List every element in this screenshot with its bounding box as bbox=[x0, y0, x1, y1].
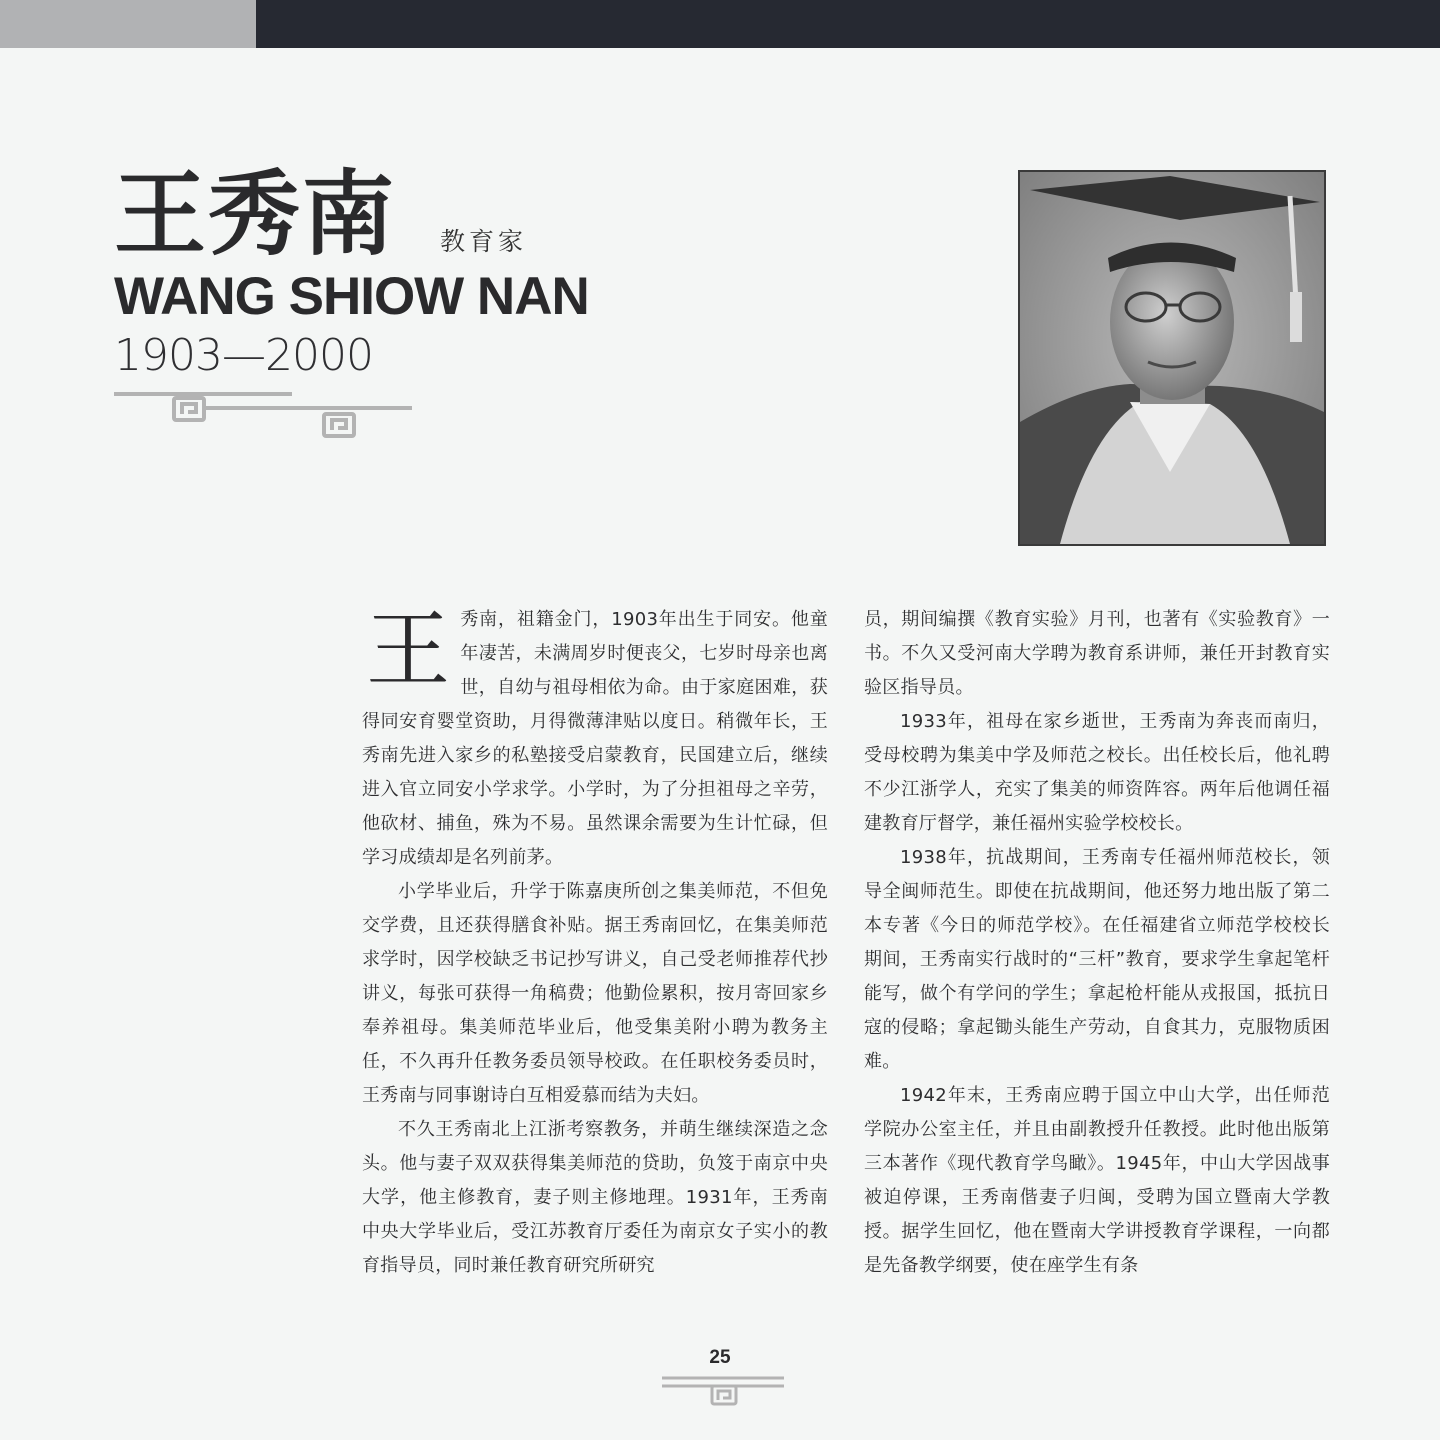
portrait-photo bbox=[1018, 170, 1326, 546]
paragraph: 1938年，抗战期间，王秀南专任福州师范校长，领导全闽师范生。即使在抗战期间，他还努力地出版了第二本专著《今日的师范学校》。在任福建省立师范学校校长期间，王秀南实行战时的“三杆”教育，要求学生拿起笔杆能写，做个有学问的学生；拿起枪杆能从戎报国，抵抗日寇的侵略；拿起锄头能生产劳动，自食其力，克服物质困难。 bbox=[864, 847, 1330, 1072]
paragraph: 员，期间编撰《教育实验》月刊，也著有《实验教育》一书。不久又受河南大学聘为教育系讲师，兼任开封教育实验区指导员。 bbox=[864, 609, 1330, 698]
paragraph-text: 秀南，祖籍金门，1903年出生于同安。他童年凄苦，未满周岁时便丧父，七岁时母亲也离世，自幼与祖母相依为命。由于家庭困难，获得同安育婴堂资助，月得微薄津贴以度日。稍微年长，王秀南先进入家乡的私塾接受启蒙教育，民国建立后，继续进入官立同安小学求学。小学时，为了分担祖母之辛劳，他砍材、捕鱼，殊为不易。虽然课余需要为生计忙碌，但学习成绩却是名列前茅。 bbox=[362, 609, 828, 868]
paragraph: 小学毕业后，升学于陈嘉庚所创之集美师范，不但免交学费，且还获得膳食补贴。据王秀南回忆，在集美师范求学时，因学校缺乏书记抄写讲义，自己受老师推荐代抄讲义，每张可获得一角稿费；他勤俭累积，按月寄回家乡奉养祖母。集美师范毕业后，他受集美附小聘为教务主任，不久再升任教务委员领导校政。在任职校务委员时，王秀南与同事谢诗白互相爱慕而结为夫妇。 bbox=[362, 881, 828, 1106]
person-role: 教育家 bbox=[440, 227, 528, 256]
fret-ornament-icon bbox=[660, 1374, 786, 1406]
article-column-right bbox=[864, 603, 1330, 1283]
person-name-english: WANG SHIOW NAN bbox=[114, 267, 589, 326]
top-bar-accent bbox=[0, 0, 256, 48]
life-years: 1903—2000 bbox=[114, 330, 373, 381]
paragraph: 1933年，祖母在家乡逝世，王秀南为奔丧而南归，受母校聘为集美中学及师范之校长。出任校长后，他礼聘不少江浙学人，充实了集美的师资阵容。两年后他调任福建教育厅督学，兼任福州实验学校校长。 bbox=[864, 711, 1330, 834]
article-column-left bbox=[362, 603, 828, 1283]
drop-cap: 王 bbox=[366, 601, 451, 699]
paragraph bbox=[362, 603, 828, 875]
paragraph: 不久王秀南北上江浙考察教务，并萌生继续深造之念头。他与妻子双双获得集美师范的贷助，负笈于南京中央大学，他主修教育，妻子则主修地理。1931年，王秀南中央大学毕业后，受江苏教育厅委任为南京女子实小的教育指导员，同时兼任教育研究所研究 bbox=[362, 1119, 828, 1276]
page-number: 25 bbox=[709, 1347, 731, 1368]
fret-ornament-icon bbox=[112, 388, 416, 440]
person-name-chinese: 王秀南 bbox=[114, 161, 397, 268]
paragraph: 1942年末，王秀南应聘于国立中山大学，出任师范学院办公室主任，并且由副教授升任教授。此时他出版第三本著作《现代教育学鸟瞰》。1945年，中山大学因战事被迫停课，王秀南偕妻子归闽，受聘为国立暨南大学教授。据学生回忆，他在暨南大学讲授教育学课程，一向都是先备教学纲要，使在座学生有条 bbox=[864, 1085, 1330, 1276]
